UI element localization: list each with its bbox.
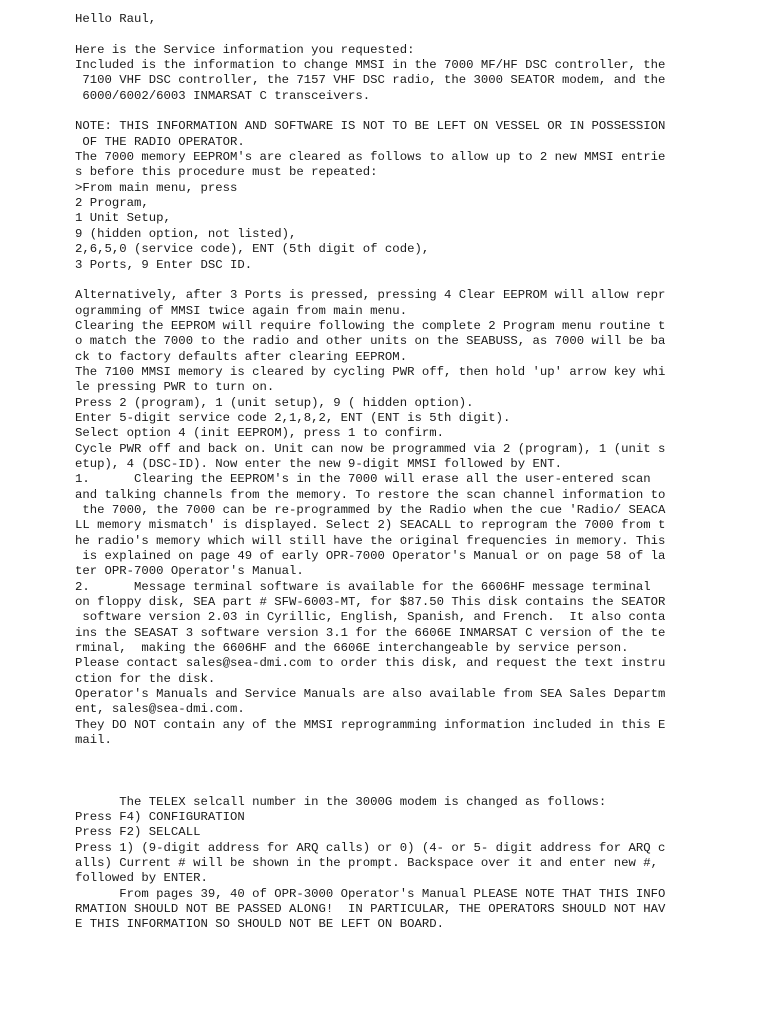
text-line: ent, sales@sea-dmi.com. bbox=[75, 702, 245, 717]
text-line: Alternatively, after 3 Ports is pressed, pressing 4 Clear EEPROM will allow repr bbox=[75, 288, 666, 303]
text-line: Clearing the EEPROM will require following the complete 2 Program menu routine t bbox=[75, 318, 666, 333]
text-line: They DO NOT contain any of the MMSI reprogramming information included in this E bbox=[75, 717, 666, 732]
text-line: software version 2.03 in Cyrillic, English, Spanish, and French. It also conta bbox=[75, 610, 666, 625]
text-line: 2. Message terminal software is available for the 6606HF message terminal bbox=[75, 579, 651, 594]
text-line: RMATION SHOULD NOT BE PASSED ALONG! IN PARTICULAR, THE OPERATORS SHOULD NOT HAV bbox=[75, 901, 666, 916]
text-line: Please contact sales@sea-dmi.com to order this disk, and request the text instru bbox=[75, 656, 666, 671]
text-line: he radio's memory which will still have the original frequencies in memory. This bbox=[75, 533, 666, 548]
text-line: Press F4) CONFIGURATION bbox=[75, 809, 245, 824]
text-line: 2,6,5,0 (service code), ENT (5th digit of code), bbox=[75, 242, 430, 257]
text-line: ins the SEASAT 3 software version 3.1 for the 6606E INMARSAT C version of the te bbox=[75, 625, 666, 640]
text-line: 1. Clearing the EEPROM's in the 7000 will erase all the user-entered scan bbox=[75, 472, 651, 487]
text-line: Hello Raul, bbox=[75, 12, 157, 26]
blank-line bbox=[75, 749, 755, 764]
text-line: OF THE RADIO OPERATOR. bbox=[75, 134, 245, 149]
text-line: and talking channels from the memory. To restore the scan channel information to bbox=[75, 487, 666, 502]
email-body bbox=[75, 12, 755, 933]
text-line: The TELEX selcall number in the 3000G modem is changed as follows: bbox=[75, 794, 607, 809]
text-line: is explained on page 49 of early OPR-7000 Operator's Manual or on page 58 of la bbox=[75, 549, 666, 564]
text-line: on floppy disk, SEA part # SFW-6003-MT, for $87.50 This disk contains the SEATOR bbox=[75, 595, 666, 610]
text-line: mail. bbox=[75, 733, 112, 748]
blank-line bbox=[75, 27, 755, 42]
text-line: The 7100 MMSI memory is cleared by cycling PWR off, then hold 'up' arrow key whi bbox=[75, 364, 666, 379]
text-line: le pressing PWR to turn on. bbox=[75, 380, 275, 395]
text-line: >From main menu, press bbox=[75, 180, 238, 195]
text-line: 9 (hidden option, not listed), bbox=[75, 226, 297, 241]
text-line: ogramming of MMSI twice again from main menu. bbox=[75, 303, 408, 318]
text-line: ter OPR-7000 Operator's Manual. bbox=[75, 564, 304, 579]
text-line: ck to factory defaults after clearing EEPROM. bbox=[75, 349, 408, 364]
blank-line bbox=[75, 273, 755, 288]
text-line: 2 Program, bbox=[75, 196, 149, 211]
text-line: followed by ENTER. bbox=[75, 871, 208, 886]
text-line: Here is the Service information you requested: bbox=[75, 42, 415, 57]
text-line: Included is the information to change MMSI in the 7000 MF/HF DSC controller, the bbox=[75, 58, 666, 73]
text-line: etup), 4 (DSC-ID). Now enter the new 9-digit MMSI followed by ENT. bbox=[75, 456, 563, 471]
text-line: 3 Ports, 9 Enter DSC ID. bbox=[75, 257, 253, 272]
text-line: Press 2 (program), 1 (unit setup), 9 ( hidden option). bbox=[75, 395, 474, 410]
text-line: ction for the disk. bbox=[75, 671, 216, 686]
text-line: o match the 7000 to the radio and other units on the SEABUSS, as 7000 will be ba bbox=[75, 334, 666, 349]
text-line: alls) Current # will be shown in the prompt. Backspace over it and enter new #, bbox=[75, 855, 658, 870]
text-line: rminal, making the 6606HF and the 6606E interchangeable by service person. bbox=[75, 641, 629, 656]
text-line: Select option 4 (init EEPROM), press 1 to confirm. bbox=[75, 426, 444, 441]
text-line: 1 Unit Setup, bbox=[75, 211, 171, 226]
text-line: NOTE: THIS INFORMATION AND SOFTWARE IS NOT TO BE LEFT ON VESSEL OR IN POSSESSION bbox=[75, 119, 666, 134]
text-line: s before this procedure must be repeated: bbox=[75, 165, 378, 180]
text-line: The 7000 memory EEPROM's are cleared as follows to allow up to 2 new MMSI entrie bbox=[75, 150, 666, 165]
text-line: From pages 39, 40 of OPR-3000 Operator's Manual PLEASE NOTE THAT THIS INFO bbox=[75, 886, 666, 901]
text-line: LL memory mismatch' is displayed. Select 2) SEACALL to reprogram the 7000 from t bbox=[75, 518, 666, 533]
text-line: 7100 VHF DSC controller, the 7157 VHF DSC radio, the 3000 SEATOR modem, and the bbox=[75, 73, 666, 88]
text-line: 6000/6002/6003 INMARSAT C transceivers. bbox=[75, 88, 371, 103]
blank-line bbox=[75, 764, 755, 779]
text-line: E THIS INFORMATION SO SHOULD NOT BE LEFT ON BOARD. bbox=[75, 917, 444, 932]
text-line: Cycle PWR off and back on. Unit can now be programmed via 2 (program), 1 (unit s bbox=[75, 441, 666, 456]
blank-line bbox=[75, 779, 755, 794]
blank-line bbox=[75, 104, 755, 119]
text-line: Enter 5-digit service code 2,1,8,2, ENT (ENT is 5th digit). bbox=[75, 410, 511, 425]
text-line: Press F2) SELCALL bbox=[75, 825, 201, 840]
text-line: Operator's Manuals and Service Manuals are also available from SEA Sales Departm bbox=[75, 687, 666, 702]
text-line: Press 1) (9-digit address for ARQ calls) or 0) (4- or 5- digit address for ARQ c bbox=[75, 840, 666, 855]
text-line: the 7000, the 7000 can be re-programmed by the Radio when the cue 'Radio/ SEACA bbox=[75, 503, 666, 517]
